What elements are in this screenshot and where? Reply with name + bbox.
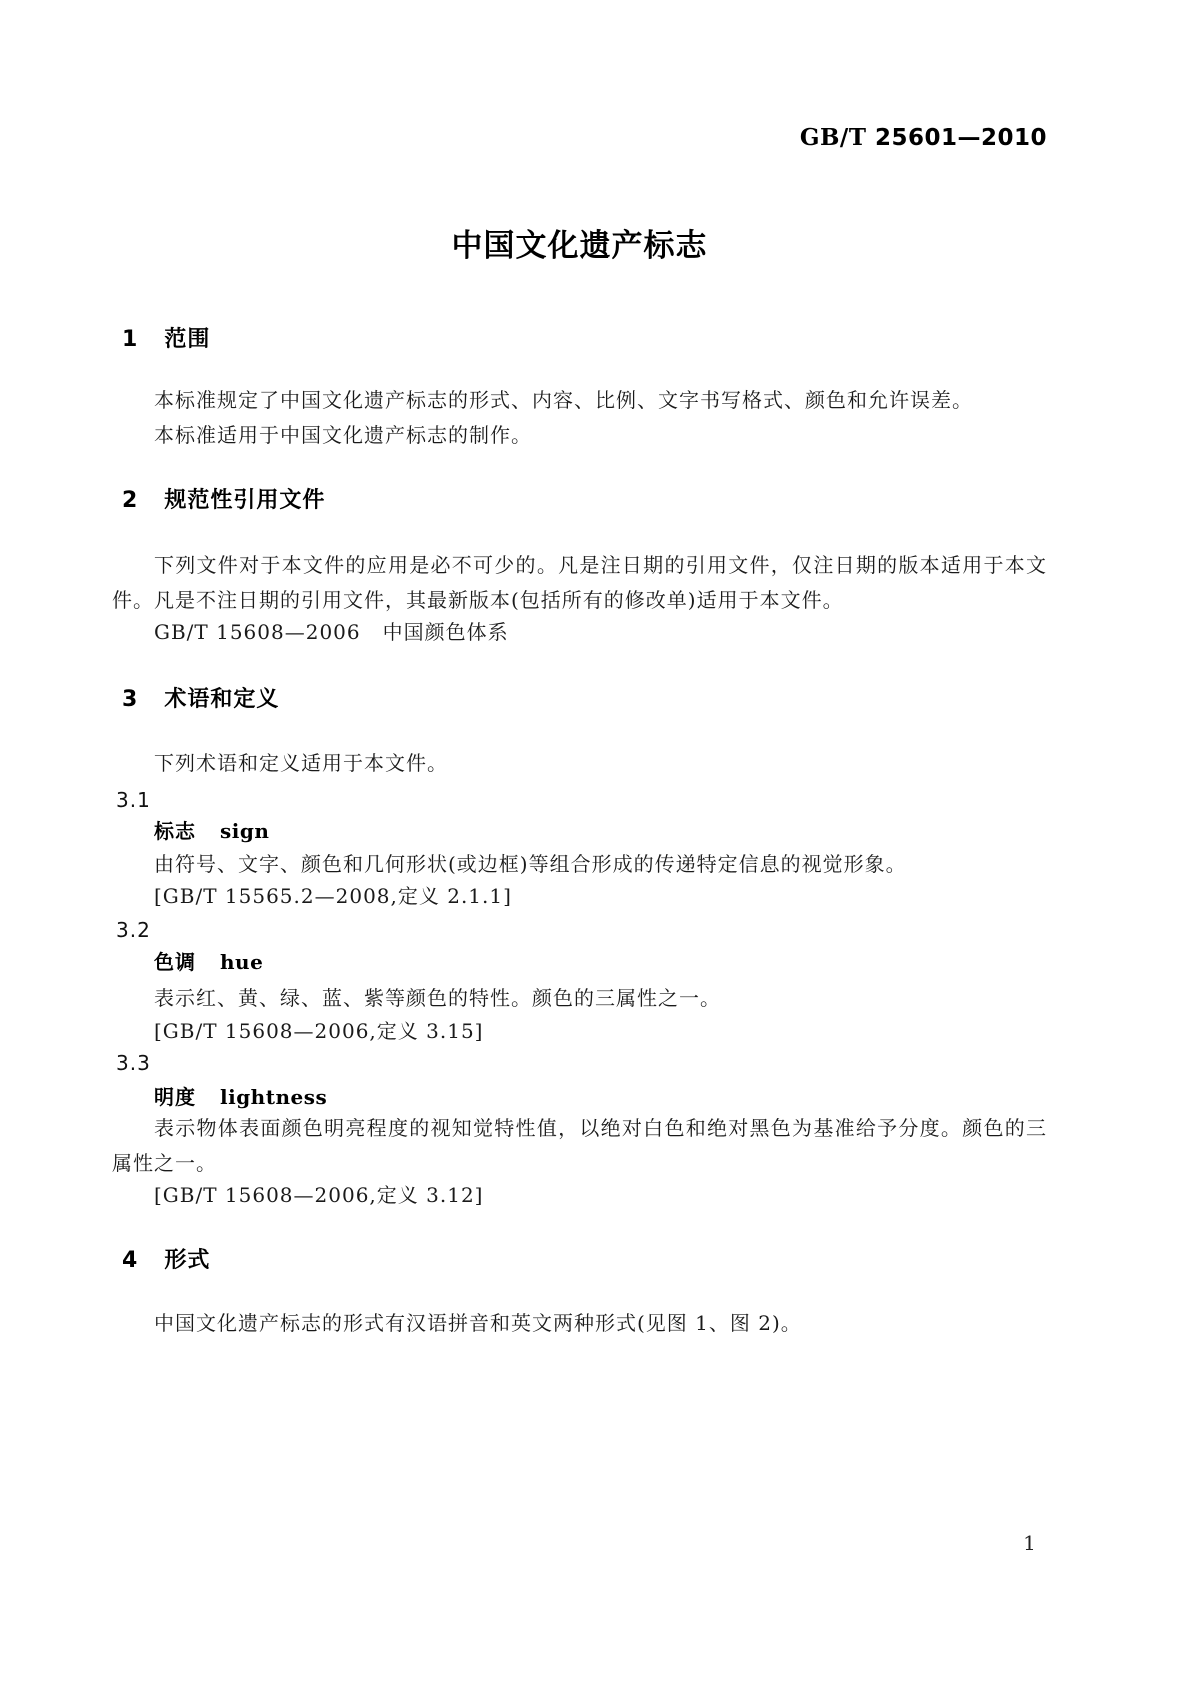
- clause-1-number: 1: [122, 327, 139, 352]
- document-title: 中国文化遗产标志: [451, 228, 708, 264]
- page-number: 1: [1023, 1531, 1037, 1555]
- term-entry-hue: [154, 945, 1047, 979]
- term-cn-lightness: 明度: [154, 1085, 196, 1109]
- term-entry-lightness: [154, 1080, 1047, 1114]
- clause-3-number: 3: [122, 687, 139, 712]
- reference-title: 中国颜色体系: [382, 620, 509, 644]
- standard-code-prefix: GB/T: [799, 124, 867, 151]
- term-definition-lightness: 表示物体表面颜色明亮程度的视知觉特性值，以绝对白色和绝对黑色为基准给予分度。颜色的三属性之一。: [112, 1116, 1047, 1175]
- term-source-sign: [GB/T 15565.2—2008,定义 2.1.1]: [154, 884, 512, 908]
- term-cn-hue: 色调: [154, 950, 196, 974]
- reference-code: GB/T 15608—2006: [154, 620, 361, 644]
- clause-1-paragraph-2: 本标准适用于中国文化遗产标志的制作。: [154, 423, 532, 447]
- term-definition-hue: 表示红、黄、绿、蓝、紫等颜色的特性。颜色的三属性之一。: [154, 986, 721, 1010]
- term-en-sign: sign: [220, 819, 270, 843]
- term-source-hue: [GB/T 15608—2006,定义 3.15]: [154, 1019, 484, 1043]
- subclause-3-3-number: 3.3: [116, 1051, 151, 1075]
- clause-2-title: 规范性引用文件: [164, 488, 326, 513]
- clause-1-heading: [112, 322, 1057, 358]
- clause-2-number: 2: [122, 488, 139, 513]
- clause-4-heading: [112, 1243, 1057, 1279]
- clause-4-paragraph-1: 中国文化遗产标志的形式有汉语拼音和英文两种形式(见图 1、图 2)。: [154, 1311, 802, 1335]
- standard-code-number: 25601—2010: [874, 125, 1047, 151]
- subclause-3-1-number: 3.1: [116, 788, 151, 812]
- clause-3-heading: [112, 682, 1057, 718]
- standard-code: [112, 120, 1047, 156]
- subclause-3-2-number: 3.2: [116, 918, 151, 942]
- clause-2-paragraph-1: 下列文件对于本文件的应用是必不可少的。凡是注日期的引用文件，仅注日期的版本适用于本文件。凡是不注日期的引用文件，其最新版本(包括所有的修改单)适用于本文件。: [112, 553, 1047, 612]
- clause-3-intro: 下列术语和定义适用于本文件。: [154, 751, 448, 775]
- clause-1-title: 范围: [164, 327, 211, 352]
- term-source-lightness: [GB/T 15608—2006,定义 3.12]: [154, 1183, 484, 1207]
- clause-1-paragraph-1: 本标准规定了中国文化遗产标志的形式、内容、比例、文字书写格式、颜色和允许误差。: [154, 388, 973, 412]
- term-definition-sign: 由符号、文字、颜色和几何形状(或边框)等组合形成的传递特定信息的视觉形象。: [154, 852, 907, 876]
- term-entry-sign: [154, 814, 1047, 848]
- clause-3-title: 术语和定义: [164, 687, 280, 712]
- term-en-hue: hue: [220, 950, 264, 974]
- clause-4-title: 形式: [164, 1248, 211, 1273]
- normative-reference-line: [154, 615, 1047, 650]
- term-en-lightness: lightness: [220, 1085, 328, 1109]
- clause-4-number: 4: [122, 1248, 139, 1273]
- clause-2-heading: [112, 483, 1057, 519]
- term-cn-sign: 标志: [154, 819, 196, 843]
